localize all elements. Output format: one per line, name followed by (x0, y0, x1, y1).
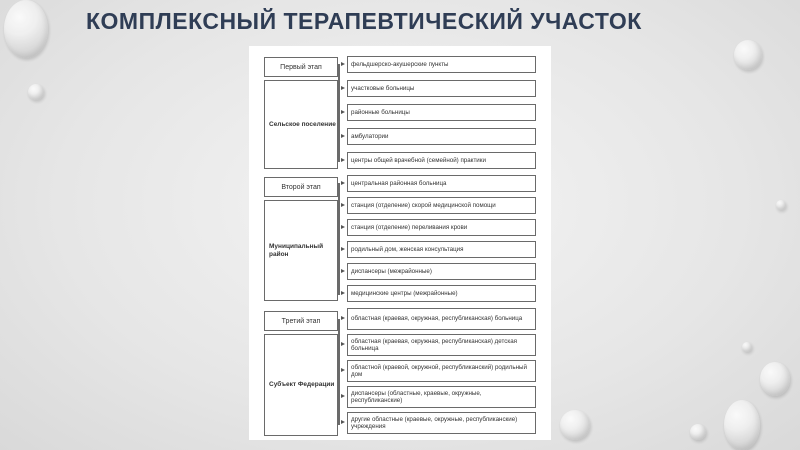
level-box: Субъект Федерации (264, 334, 338, 436)
facility-item: диспансеры (межрайонные) (347, 263, 536, 280)
water-drop-decoration (742, 342, 752, 352)
arrow-icon (341, 247, 345, 251)
arrow-icon (341, 269, 345, 273)
facility-item: центры общей врачебной (семейной) практики (347, 152, 536, 169)
arrow-icon (341, 394, 345, 398)
arrow-icon (341, 420, 345, 424)
water-drop-decoration (690, 424, 706, 440)
arrow-icon (341, 110, 345, 114)
arrow-icon (341, 86, 345, 90)
water-drop-decoration (776, 200, 786, 210)
stage-label: Второй этап (264, 177, 338, 197)
arrow-icon (341, 134, 345, 138)
facility-item: другие областные (краевые, окружные, республиканские) учреждения (347, 412, 536, 434)
water-drop-decoration (760, 362, 790, 396)
arrow-icon (341, 291, 345, 295)
water-drop-decoration (724, 400, 760, 450)
facility-item: областная (краевая, окружная, республиканская) детская больница (347, 334, 536, 356)
facility-item: фельдшерско-акушерские пункты (347, 56, 536, 73)
water-drop-decoration (734, 40, 762, 70)
facility-item: диспансеры (областные, краевые, окружные, республиканские) (347, 386, 536, 408)
level-box: Муниципальный район (264, 200, 338, 301)
facility-item: областная (краевая, окружная, республиканская) больница (347, 308, 536, 330)
arrow-icon (341, 342, 345, 346)
arrow-icon (341, 225, 345, 229)
arrow-icon (341, 316, 345, 320)
facility-item: областной (краевой, окружной, республиканский) родильный дом (347, 360, 536, 382)
connector-line (338, 183, 340, 295)
facility-item: станция (отделение) переливания крови (347, 219, 536, 236)
facility-item: центральная районная больница (347, 175, 536, 192)
connector-line (338, 64, 340, 162)
level-box: Сельское поселение (264, 80, 338, 169)
water-drop-decoration (560, 410, 590, 440)
facility-item: участковые больницы (347, 80, 536, 97)
arrow-icon (341, 158, 345, 162)
water-drop-decoration (28, 84, 44, 100)
slide-title: КОМПЛЕКСНЫЙ ТЕРАПЕВТИЧЕСКИЙ УЧАСТОК (86, 8, 642, 34)
connector-line (338, 319, 340, 425)
facility-item: родильный дом, женская консультация (347, 241, 536, 258)
arrow-icon (341, 62, 345, 66)
facility-item: амбулатории (347, 128, 536, 145)
facility-item: станция (отделение) скорой медицинской помощи (347, 197, 536, 214)
arrow-icon (341, 181, 345, 185)
facility-item: медицинские центры (межрайонные) (347, 285, 536, 302)
facility-item: районные больницы (347, 104, 536, 121)
arrow-icon (341, 203, 345, 207)
stage-label: Первый этап (264, 57, 338, 77)
stage-label: Третий этап (264, 311, 338, 331)
arrow-icon (341, 368, 345, 372)
water-drop-decoration (4, 0, 48, 58)
